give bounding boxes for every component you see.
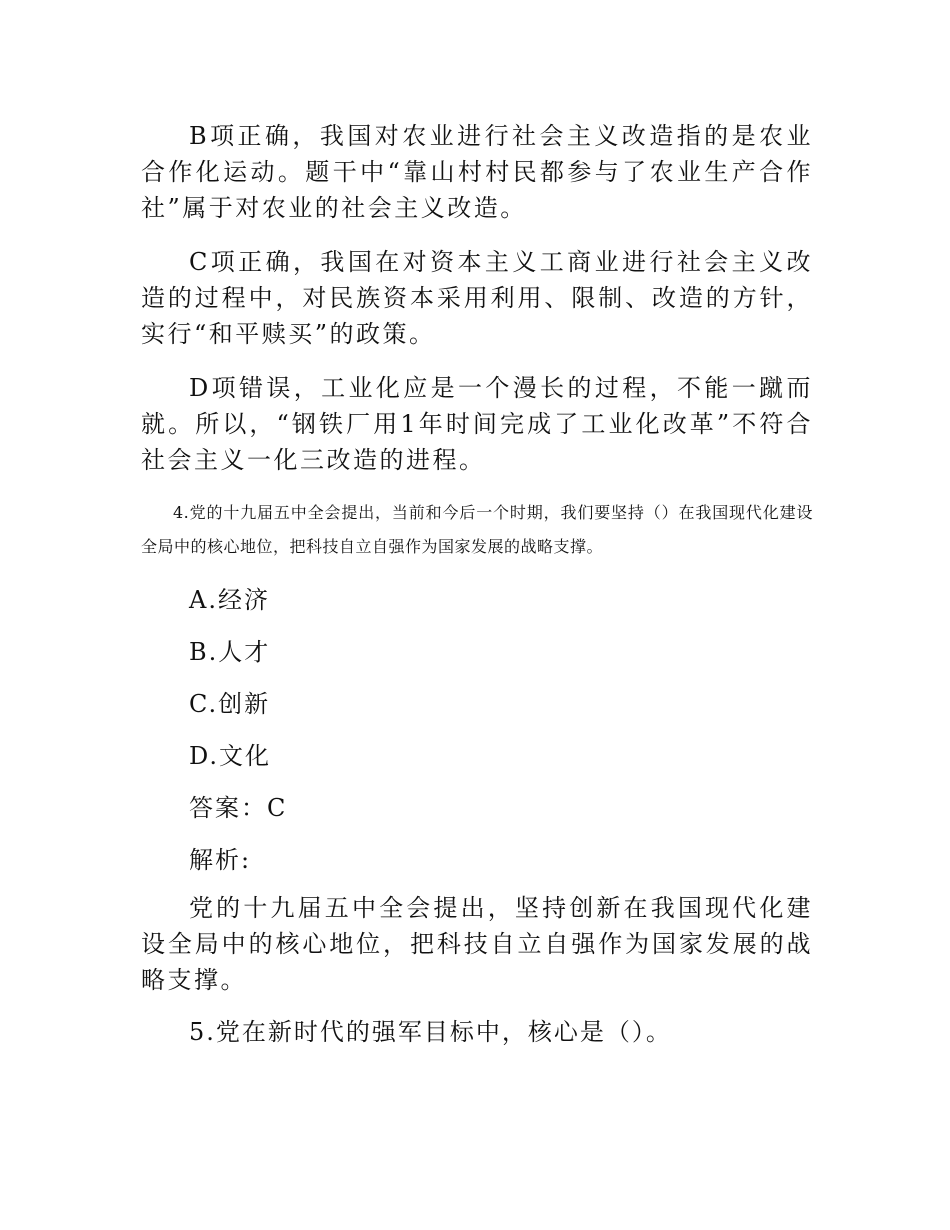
- option-b-explanation: B项正确，我国对农业进行社会主义改造指的是农业合作化运动。题干中“靠山村村民都参与了农业生产合作社”属于对农业的社会主义改造。: [141, 122, 813, 222]
- answer: 答案：C: [189, 794, 288, 822]
- question-4-options: [141, 574, 813, 886]
- analysis-label: 解析:: [189, 846, 252, 874]
- option-c: C.创新: [189, 690, 271, 718]
- option-c-explanation: C项正确，我国在对资本主义工商业进行社会主义改造的过程中，对民族资本采用利用、限制、改造的方针，实行“和平赎买”的政策。: [141, 248, 813, 348]
- question-4-stem: 4.党的十九届五中全会提出，当前和今后一个时期，我们要坚持（）在我国现代化建设全局中的核心地位，把科技自立自强作为国家发展的战略支撑。: [141, 503, 813, 556]
- option-d: D.文化: [189, 742, 272, 770]
- document-page: [141, 118, 813, 1058]
- option-b: B.人才: [189, 638, 271, 666]
- option-d-explanation: D项错误，工业化应是一个漫长的过程，不能一蹴而就。所以，“钢铁厂用1年时间完成了工业化改革”不符合社会主义一化三改造的进程。: [141, 374, 813, 474]
- question-5-stem: 5.党在新时代的强军目标中，核心是（）。: [189, 1018, 672, 1046]
- analysis-text: 党的十九届五中全会提出，坚持创新在我国现代化建设全局中的核心地位，把科技自立自强作为国家发展的战略支撑。: [141, 894, 813, 994]
- option-a: A.经济: [189, 586, 270, 614]
